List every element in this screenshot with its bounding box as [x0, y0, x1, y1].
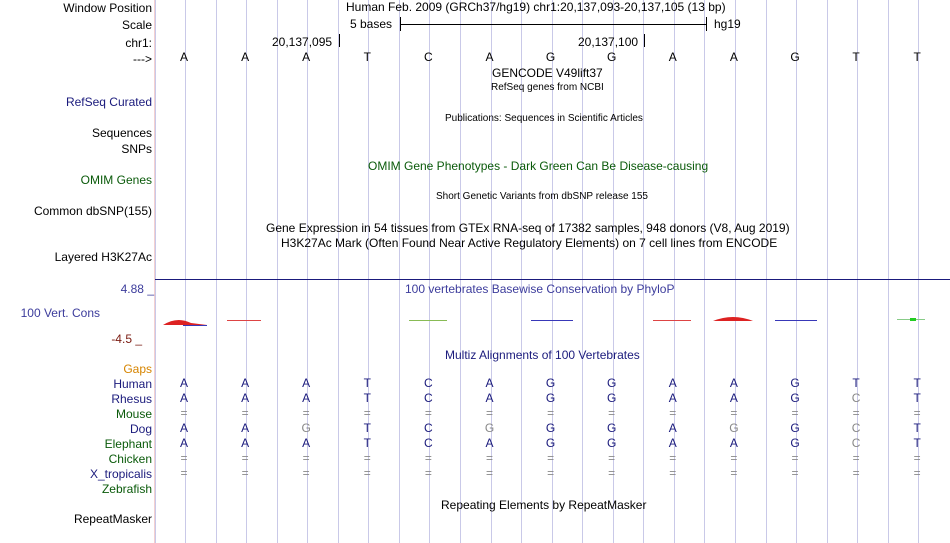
phylop-peak-1	[163, 320, 207, 325]
alignment-base: T	[363, 421, 371, 435]
window-position-value: Human Feb. 2009 (GRCh37/hg19) chr1:20,137,093-20,137,105 (13 bp)	[346, 0, 726, 14]
alignment-base: A	[668, 376, 677, 390]
gencode-track-title[interactable]: GENCODE V49lift37	[492, 66, 603, 80]
window-position-label: Window Position	[63, 1, 152, 15]
alignment-base: C	[851, 421, 861, 435]
base-letter: A	[179, 50, 188, 64]
alignment-base: T	[852, 376, 860, 390]
layered-h3k27ac-label[interactable]: Layered H3K27Ac	[54, 250, 152, 264]
alignment-base: =	[669, 451, 677, 465]
scale-bar	[400, 24, 706, 25]
species-label-x_tropicalis[interactable]: X_tropicalis	[89, 467, 152, 481]
alignment-base: =	[363, 451, 371, 465]
alignment-base: A	[302, 391, 311, 405]
alignment-base: G	[301, 421, 311, 435]
multiz-track-title[interactable]: Multiz Alignments of 100 Vertebrates	[445, 348, 640, 362]
alignment-base: =	[241, 406, 249, 420]
gtex-track-title[interactable]: Gene Expression in 54 tissues from GTEx RNA-seq of 17382 samples, 948 donors (V8, Aug 2019)	[266, 221, 790, 235]
alignment-base: T	[363, 436, 371, 450]
species-label-human[interactable]: Human	[113, 377, 152, 391]
alignment-base: G	[607, 421, 617, 435]
alignment-base: A	[485, 436, 494, 450]
position-tick-1	[339, 34, 340, 47]
alignment-base: C	[851, 436, 861, 450]
alignment-base: G	[607, 391, 617, 405]
alignment-base: =	[547, 406, 555, 420]
alignment-base: =	[547, 451, 555, 465]
phylop-label[interactable]: 100 Vert. Cons	[20, 306, 100, 320]
publications-track-title[interactable]: Publications: Sequences in Scientific Articles	[445, 113, 643, 124]
scale-bar-left-tick	[400, 17, 401, 31]
alignment-base: =	[913, 406, 921, 420]
species-label-elephant[interactable]: Elephant	[104, 437, 152, 451]
alignment-base: =	[302, 406, 310, 420]
alignment-base: A	[302, 376, 311, 390]
alignment-base: =	[852, 406, 860, 420]
alignment-base: G	[607, 376, 617, 390]
base-letter: T	[913, 50, 921, 64]
alignment-base: G	[790, 421, 800, 435]
alignment-base: C	[424, 376, 433, 390]
alignment-base: =	[791, 466, 799, 480]
phylop-trough-1	[183, 325, 207, 326]
base-letter: T	[363, 50, 371, 64]
alignment-base: =	[485, 466, 493, 480]
phylop-mark-7	[775, 320, 817, 321]
alignment-base: C	[424, 421, 433, 435]
phylop-mark-5	[653, 320, 691, 321]
alignment-base: C	[424, 436, 433, 450]
alignment-base: =	[791, 451, 799, 465]
alignment-base: =	[180, 466, 188, 480]
alignment-base: A	[668, 391, 677, 405]
species-label-chicken[interactable]: Chicken	[108, 452, 152, 466]
alignment-base: A	[729, 436, 738, 450]
alignment-base: =	[913, 466, 921, 480]
alignment-base: A	[485, 376, 494, 390]
alignment-base: G	[729, 421, 739, 435]
alignment-base: =	[485, 406, 493, 420]
species-label-mouse[interactable]: Mouse	[115, 407, 152, 421]
alignment-base: A	[485, 391, 494, 405]
scale-label: Scale	[121, 18, 152, 32]
repeatmasker-track-title[interactable]: Repeating Elements by RepeatMasker	[441, 498, 647, 512]
phylop-mark-8b	[910, 318, 916, 321]
base-letter: T	[852, 50, 860, 64]
alignment-base: A	[241, 421, 250, 435]
base-letter: C	[424, 50, 433, 64]
alignment-base: A	[241, 436, 250, 450]
alignment-base: =	[791, 406, 799, 420]
common-dbsnp-label[interactable]: Common dbSNP(155)	[33, 204, 152, 218]
species-label-zebrafish[interactable]: Zebrafish	[101, 482, 152, 496]
alignment-base: A	[302, 436, 311, 450]
alignment-base: =	[363, 406, 371, 420]
base-letter: A	[729, 50, 738, 64]
phylop-mark-3	[409, 320, 447, 321]
alignment-base: G	[607, 436, 617, 450]
alignment-base: A	[729, 391, 738, 405]
phylop-wiggle	[155, 305, 950, 330]
alignment-base: A	[241, 391, 250, 405]
alignment-base: A	[179, 391, 188, 405]
base-letter: A	[485, 50, 494, 64]
repeatmasker-label[interactable]: RepeatMasker	[73, 512, 152, 526]
alignment-base: G	[484, 421, 495, 435]
alignment-base: T	[913, 391, 921, 405]
dbsnp-track-title[interactable]: Short Genetic Variants from dbSNP release 155	[436, 191, 648, 202]
alignment-base: T	[363, 376, 371, 390]
base-letter: G	[607, 50, 617, 64]
alignment-base: T	[913, 436, 921, 450]
alignment-base: =	[852, 451, 860, 465]
position-tick-2	[644, 34, 645, 47]
omim-track-title[interactable]: OMIM Gene Phenotypes - Dark Green Can Be Disease-causing	[368, 159, 709, 173]
phylop-mark-2	[227, 320, 261, 321]
alignment-base: C	[851, 391, 861, 405]
phylop-min-value: -4.5 _	[111, 332, 142, 346]
species-label-rhesus[interactable]: Rhesus	[111, 392, 152, 406]
position-tick-label-2: 20,137,100	[578, 35, 639, 49]
refseq-curated-label[interactable]: RefSeq Curated	[65, 95, 152, 109]
alignment-base: =	[302, 466, 310, 480]
refseq-track-subtitle: RefSeq genes from NCBI	[491, 82, 604, 93]
alignment-base: =	[424, 451, 432, 465]
alignment-base: T	[913, 421, 921, 435]
alignment-base: =	[913, 451, 921, 465]
alignment-base: G	[790, 436, 800, 450]
phylop-mark-4	[531, 320, 573, 321]
base-letter: A	[302, 50, 311, 64]
phylop-peak-6	[713, 317, 753, 321]
scale-bar-right-tick	[706, 17, 707, 31]
alignment-base: =	[608, 466, 616, 480]
snps-label[interactable]: SNPs	[121, 142, 152, 156]
alignment-base: A	[179, 421, 188, 435]
alignment-base: =	[547, 466, 555, 480]
alignment-base: C	[424, 391, 433, 405]
base-letter: A	[241, 50, 250, 64]
alignment-base: T	[363, 391, 371, 405]
alignment-base: A	[179, 436, 188, 450]
scale-bases: 5 bases	[350, 17, 393, 31]
alignment-base: =	[669, 466, 677, 480]
alignment-base: =	[669, 406, 677, 420]
alignment-base: =	[241, 451, 249, 465]
scale-assembly: hg19	[714, 17, 741, 31]
alignment-base: =	[485, 451, 493, 465]
alignment-base: G	[545, 436, 556, 450]
alignment-base: T	[913, 376, 921, 390]
alignment-base: G	[545, 376, 556, 390]
alignment-base: =	[730, 466, 738, 480]
alignment-base: G	[790, 391, 800, 405]
phylop-track-title[interactable]: 100 vertebrates Basewise Conservation by PhyloP	[405, 282, 675, 296]
omim-genes-label[interactable]: OMIM Genes	[80, 173, 152, 187]
h3k27ac-track-title[interactable]: H3K27Ac Mark (Often Found Near Active Regulatory Elements) on 7 cell lines from ENCODE	[281, 236, 778, 250]
base-letter: G	[790, 50, 800, 64]
strand-label: --->	[133, 52, 152, 66]
alignment-base: =	[363, 466, 371, 480]
alignment-base: G	[790, 376, 800, 390]
alignment-base: =	[180, 451, 188, 465]
phylop-max-value: 4.88 _	[120, 282, 154, 296]
alignment-base: A	[668, 421, 677, 435]
alignment-base: =	[424, 406, 432, 420]
sequences-label[interactable]: Sequences	[91, 126, 152, 140]
species-label-dog[interactable]: Dog	[129, 422, 152, 436]
alignment-base: =	[180, 406, 188, 420]
alignment-base: =	[730, 451, 738, 465]
base-letter: G	[545, 50, 556, 64]
alignment-base: G	[545, 391, 556, 405]
position-tick-label-1: 20,137,095	[272, 35, 333, 49]
alignment-base: =	[302, 451, 310, 465]
alignment-base: A	[179, 376, 188, 390]
alignment-base: =	[730, 406, 738, 420]
track-separator	[155, 279, 950, 280]
alignment-base: A	[729, 376, 738, 390]
alignment-base: =	[852, 466, 860, 480]
alignment-base: =	[241, 466, 249, 480]
base-letter: A	[668, 50, 677, 64]
alignment-base: A	[241, 376, 250, 390]
alignment-base: A	[668, 436, 677, 450]
alignment-base: G	[545, 421, 556, 435]
alignment-base: =	[608, 451, 616, 465]
alignment-base: =	[424, 466, 432, 480]
gaps-label[interactable]: Gaps	[123, 362, 152, 376]
alignment-base: =	[608, 406, 616, 420]
chrom-label: chr1:	[125, 36, 152, 50]
